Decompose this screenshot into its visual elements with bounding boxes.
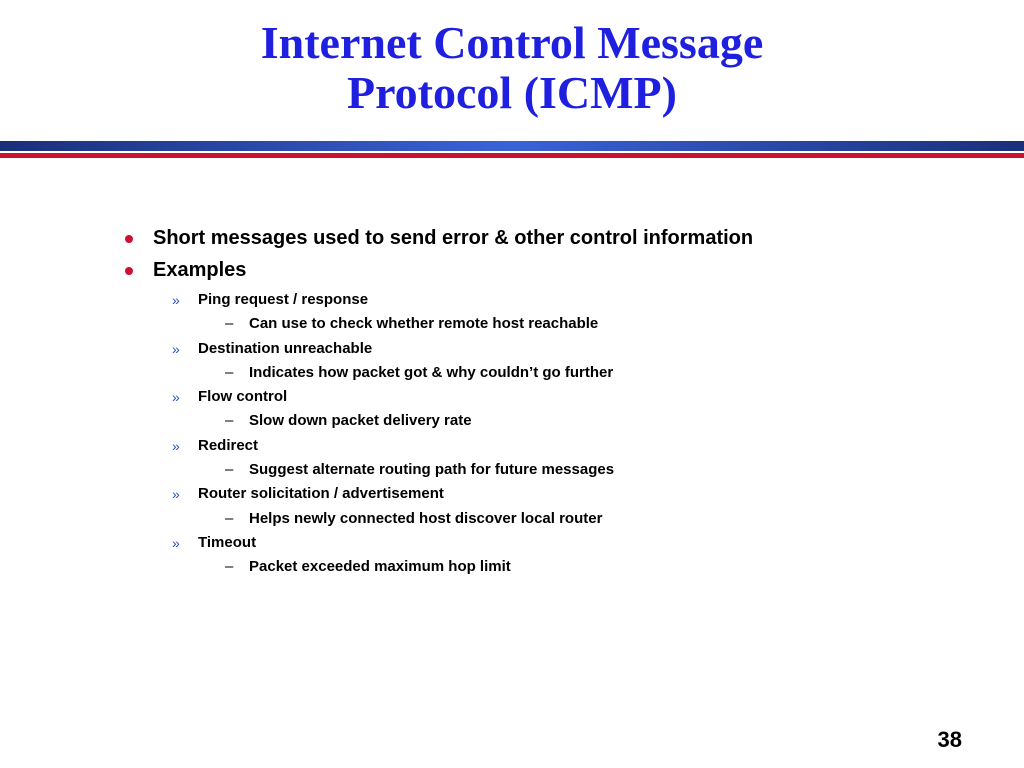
page-number: 38 [937,727,962,752]
detail-dash-marker: – [225,461,234,479]
title-divider-blue [0,141,1024,151]
example-label: Timeout [198,533,257,551]
bullet-text: Short messages used to send error & other control information [153,227,754,249]
bullet-dot-icon [125,267,133,275]
bullet-text: Examples [153,259,247,281]
detail-dash-marker: – [225,315,234,333]
example-label: Ping request / response [198,291,369,308]
detail-dash-marker: – [225,509,234,527]
example-item [120,484,980,508]
sub-bullet-marker: » [172,437,180,454]
slide-title-line-2: Protocol (ICMP) [347,67,677,118]
example-label: Flow control [198,388,288,406]
example-item [120,436,980,460]
example-item [120,339,980,363]
detail-dash-marker: – [225,412,234,430]
example-label: Router solicitation / advertisement [198,485,444,503]
example-detail-text: Helps newly connected host discover local router [249,509,603,527]
sub-bullet-marker: » [172,340,180,357]
sub-bullet-marker: » [172,389,180,406]
example-detail [120,460,980,484]
example-item [120,387,980,411]
example-detail-text: Can use to check whether remote host reachable [249,315,599,333]
example-detail [120,411,980,435]
example-item [120,533,980,557]
slide-body [120,226,980,582]
bullet-dot-icon [125,235,133,243]
example-item [120,290,980,314]
example-label: Destination unreachable [198,339,373,357]
example-label: Redirect [198,436,259,454]
slide-title [0,18,1024,118]
sub-bullet-marker: » [172,534,180,551]
sub-bullet-marker: » [172,486,180,503]
title-divider-red [0,153,1024,158]
detail-dash-marker: – [225,363,234,381]
example-detail [120,363,980,387]
example-detail-text: Slow down packet delivery rate [249,412,472,430]
example-detail-text: Indicates how packet got & why couldn’t go further [249,363,614,381]
slide-title-line-1: Internet Control Message [260,17,764,68]
detail-dash-marker: – [225,558,234,576]
sub-bullet-marker: » [172,292,180,308]
bullet-item [120,226,980,258]
example-detail [120,314,980,338]
bullet-item [120,258,980,290]
example-detail [120,557,980,581]
example-detail-text: Suggest alternate routing path for future messages [249,461,615,479]
example-detail-text: Packet exceeded maximum hop limit [249,558,511,576]
example-detail [120,509,980,533]
